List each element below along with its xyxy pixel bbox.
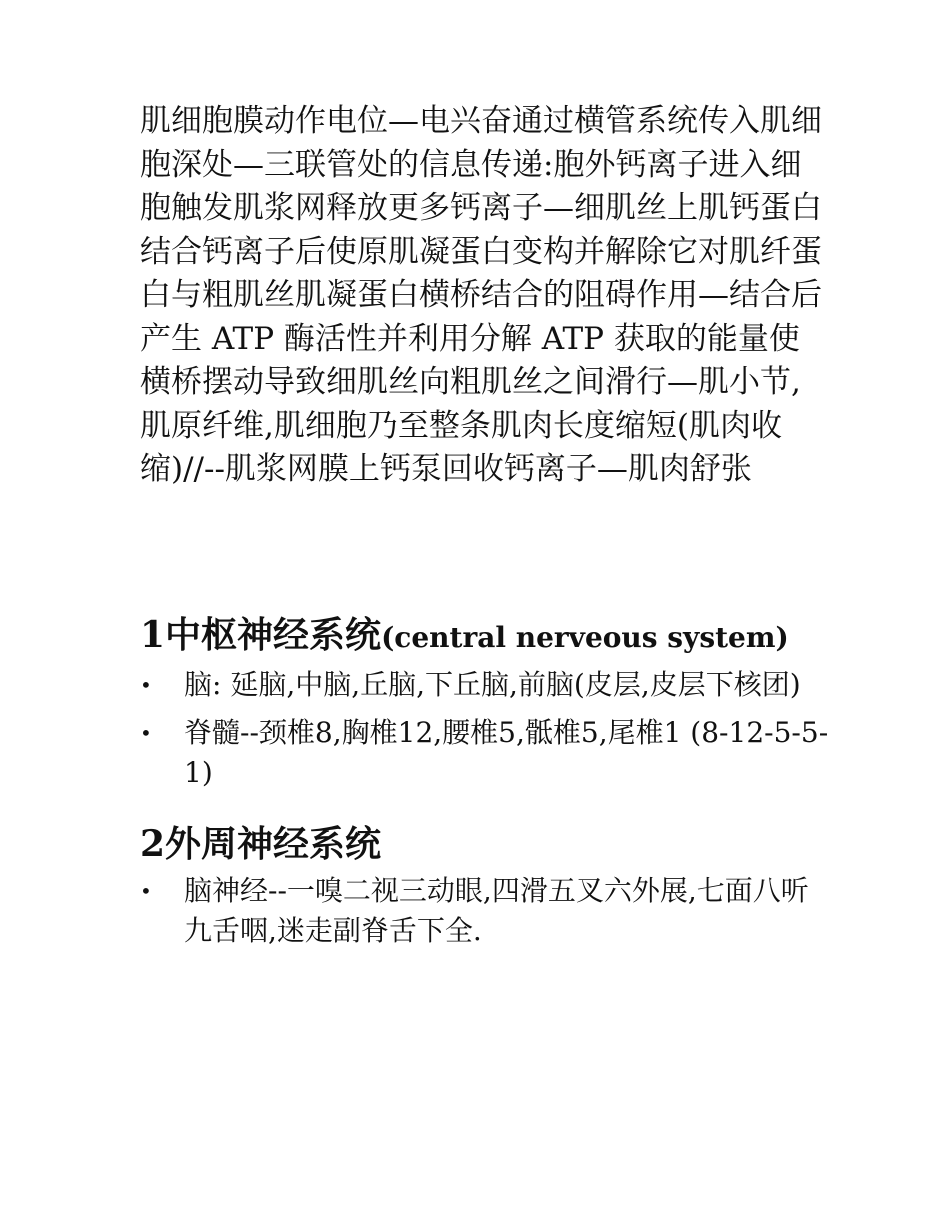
section-title-main: 2外周神经系统 [140,822,382,865]
bullet-icon: • [140,720,152,745]
list-item [140,871,830,951]
intro-paragraph: 肌细胞膜动作电位—电兴奋通过横管系统传入肌细胞深处—三联管处的信息传递:胞外钙离子进入细胞触发肌浆网释放更多钙离子—细肌丝上肌钙蛋白结合钙离子后使原肌凝蛋白变构并解除它对肌纤蛋白与粗肌丝肌凝蛋白横桥结合的阻碍作用—结合后产生 ATP 酶活性并利用分解 ATP 获取的能量使横桥摆动导致细肌丝向粗肌丝之间滑行—肌小节,肌原纤维,肌细胞乃至整条肌肉长度缩短(肌肉收缩)//--肌浆网膜上钙泵回收钙离子—肌肉舒张 [140,103,822,487]
section-title-main: 1中枢神经系统 [140,613,382,656]
list-item-text: 脑神经--一嗅二视三动眼,四滑五叉六外展,七面八听九舌咽,迷走副脊舌下全. [184,873,809,947]
list-item-text: 脑: 延脑,中脑,丘脑,下丘脑,前脑(皮层,皮层下核团) [184,667,801,701]
list-item-text: 脊髓--颈椎8,胸椎12,腰椎5,骶椎5,尾椎1 (8-12-5-5-1) [184,715,829,789]
document-page [140,100,830,959]
bullet-list [140,665,830,793]
section-title-english: (central nerveous system) [381,620,789,654]
bullet-list [140,871,830,951]
section-title [140,819,830,869]
section-peripheral-nervous-system [140,819,830,951]
list-item [140,713,830,793]
list-item [140,665,830,705]
section-title [140,610,830,663]
bullet-icon: • [140,672,152,697]
bullet-icon: • [140,878,152,903]
section-central-nervous-system [140,610,830,793]
